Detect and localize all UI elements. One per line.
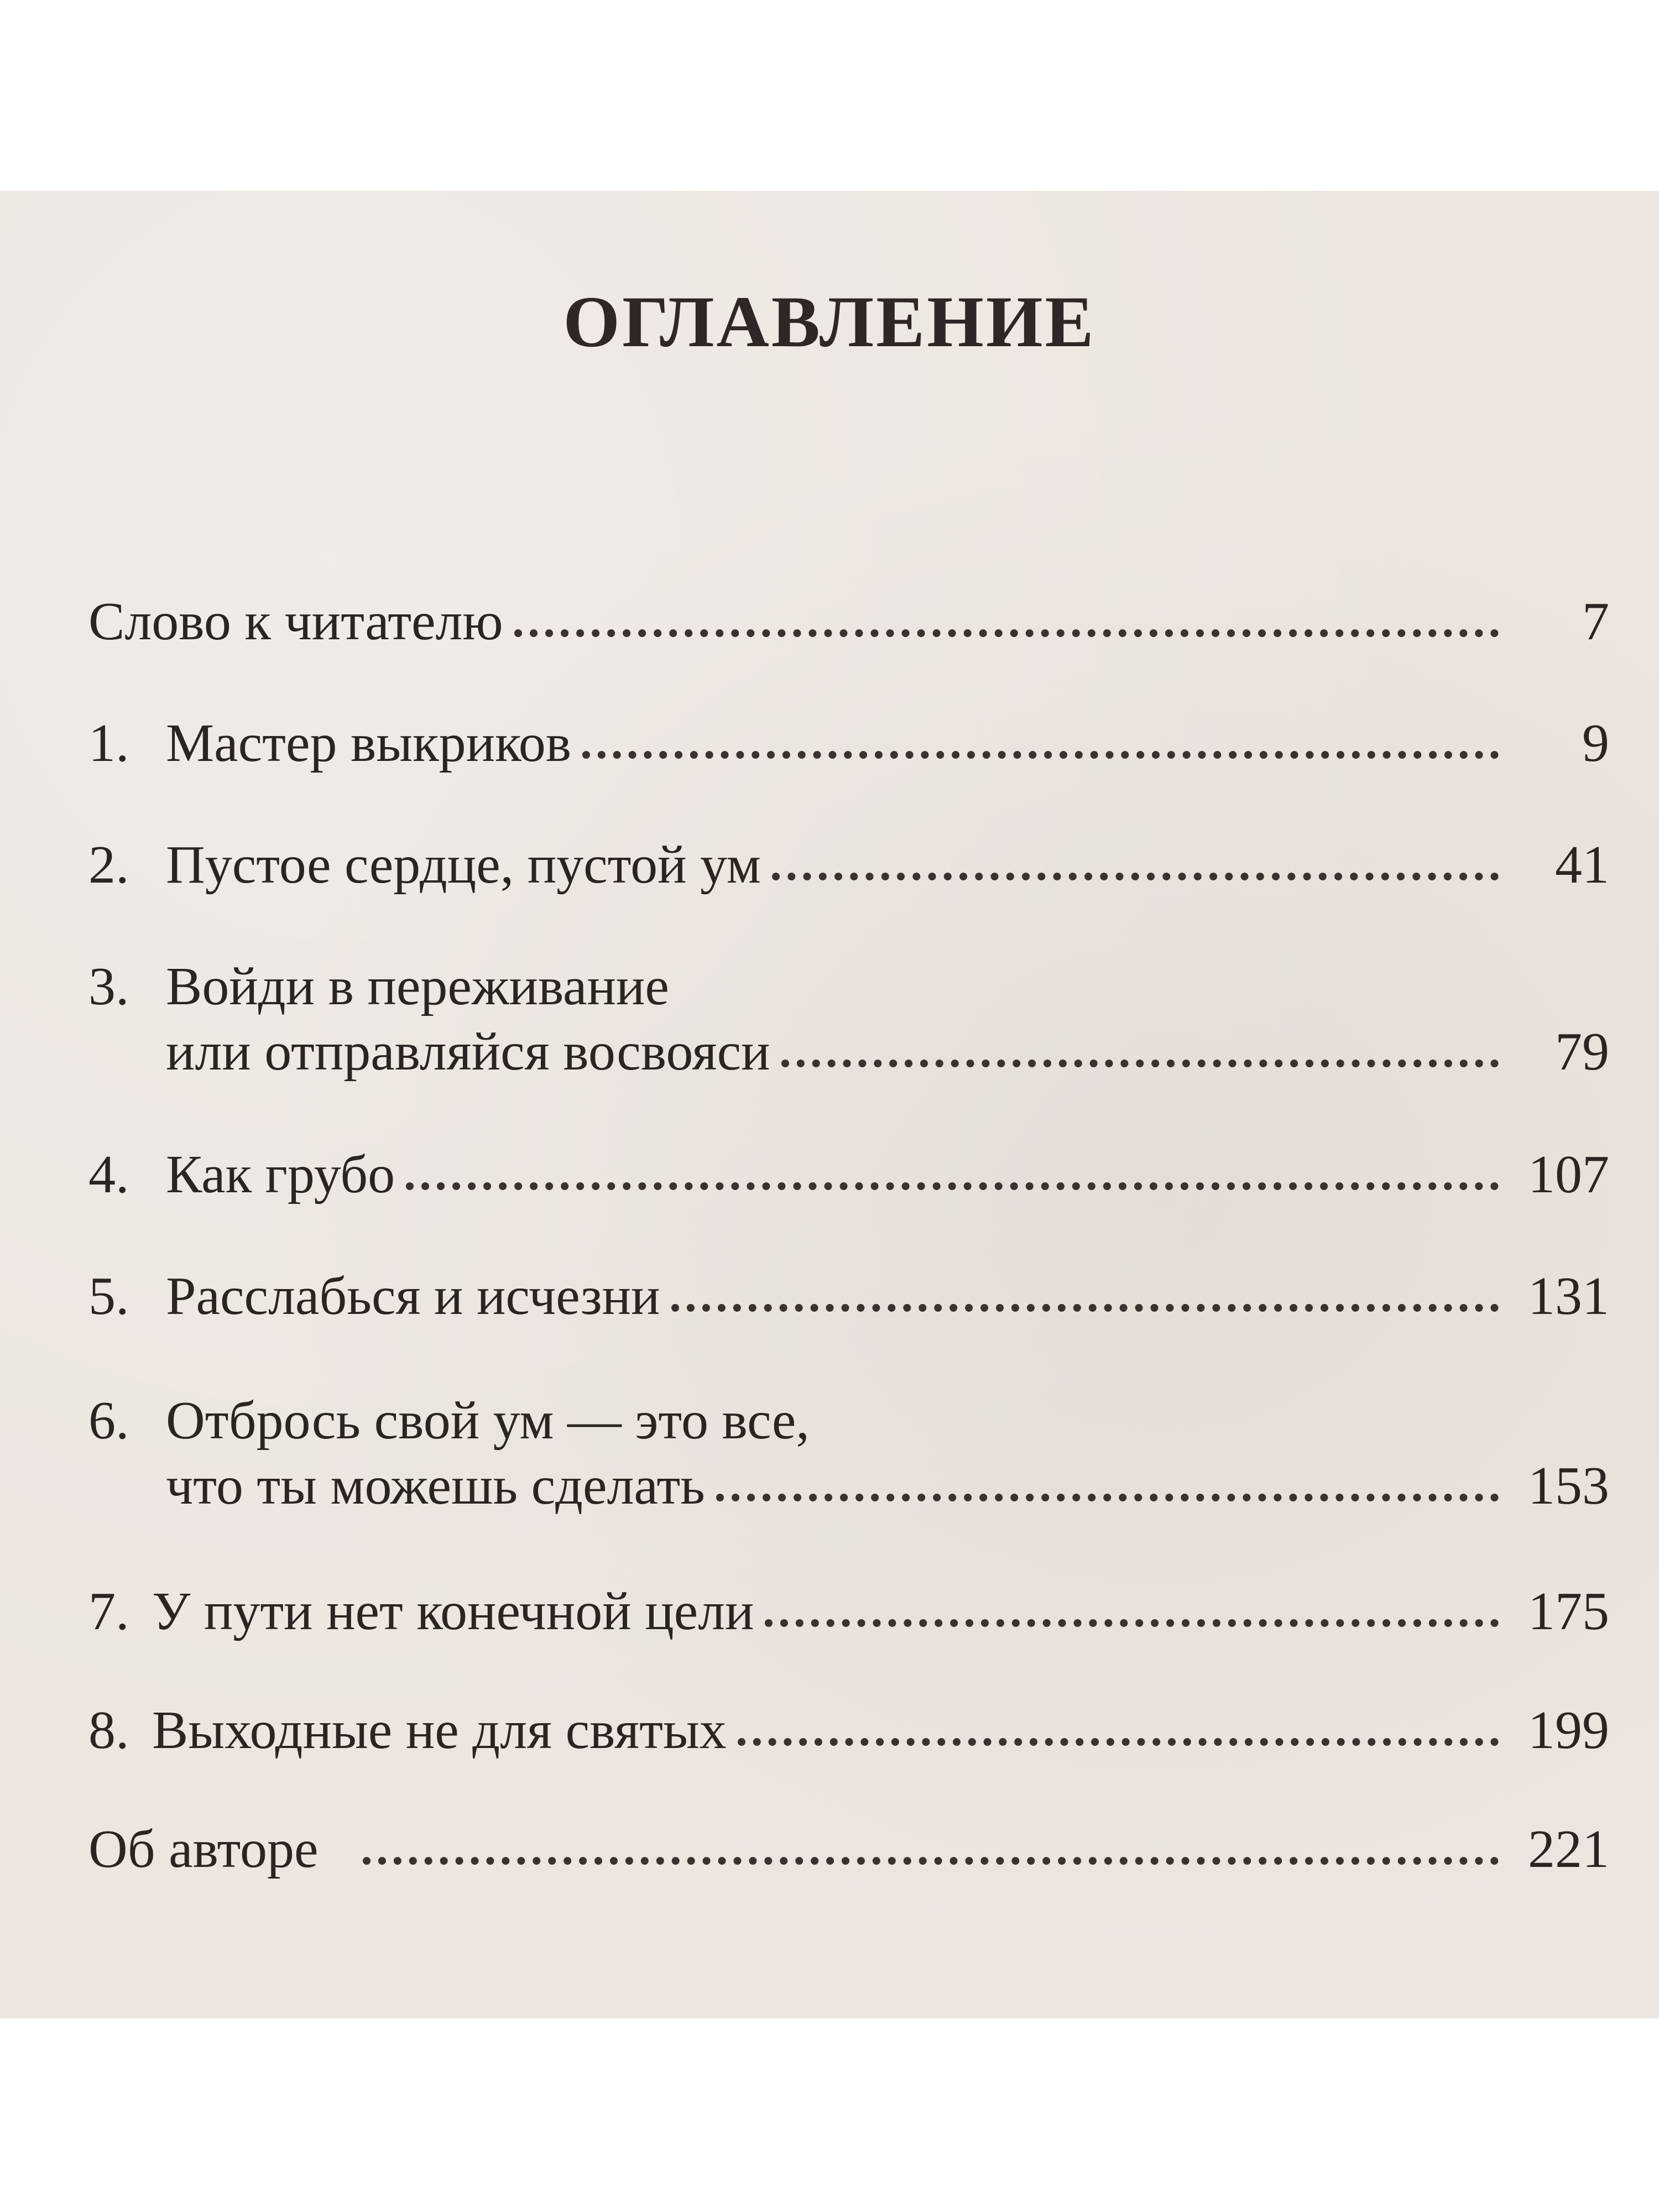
toc-entry-page: 79 bbox=[1555, 1022, 1609, 1082]
toc-entry-number: 2. bbox=[88, 835, 129, 895]
toc-entry-title: Выходные не для святых bbox=[152, 1700, 727, 1760]
toc-entry bbox=[88, 1698, 1609, 1763]
dot-leader bbox=[738, 1738, 1499, 1746]
toc-entry-title-line1: Войди в переживание bbox=[166, 957, 669, 1016]
toc-entry bbox=[88, 1817, 1609, 1882]
toc-entry-title-line1: Отбрось свой ум — это все, bbox=[166, 1391, 810, 1451]
toc-entry bbox=[88, 1388, 1609, 1519]
dot-leader bbox=[406, 1182, 1499, 1190]
toc-entry bbox=[88, 1142, 1609, 1207]
toc-entry-page: 41 bbox=[1555, 835, 1609, 895]
toc-entry bbox=[88, 954, 1609, 1084]
dot-leader bbox=[514, 629, 1499, 637]
toc-entry-number: 3. bbox=[88, 957, 129, 1016]
dot-leader bbox=[765, 1619, 1499, 1627]
toc-entry-page: 7 bbox=[1582, 592, 1609, 651]
toc-entry-title: Расслабься и исчезни bbox=[166, 1266, 660, 1326]
table-of-contents bbox=[0, 191, 1659, 2018]
toc-entry bbox=[88, 711, 1609, 776]
toc-entry bbox=[88, 589, 1609, 654]
toc-entry-number: 4. bbox=[88, 1145, 129, 1204]
dot-leader bbox=[716, 1494, 1499, 1501]
toc-entry-title: Как грубо bbox=[166, 1145, 395, 1204]
toc-entry-page: 153 bbox=[1528, 1456, 1609, 1516]
toc-entry-title: У пути нет конечной цели bbox=[152, 1582, 754, 1641]
dot-leader bbox=[781, 1060, 1499, 1067]
toc-entry-number: 1. bbox=[88, 713, 129, 773]
toc-entry-page: 131 bbox=[1528, 1266, 1609, 1326]
toc-entry-page: 9 bbox=[1582, 713, 1609, 773]
toc-entry-title: Об авторе bbox=[88, 1819, 319, 1879]
toc-entry-title: или отправляйся восвояси bbox=[166, 1022, 770, 1082]
toc-entry-title: Мастер выкриков bbox=[166, 713, 572, 773]
dot-leader bbox=[671, 1304, 1499, 1312]
dot-leader bbox=[772, 873, 1499, 880]
toc-entry-number: 6. bbox=[88, 1391, 129, 1451]
toc-entry-page: 221 bbox=[1528, 1819, 1609, 1879]
toc-entry bbox=[88, 1264, 1609, 1329]
dot-leader bbox=[363, 1857, 1499, 1865]
toc-entry-page: 199 bbox=[1528, 1700, 1609, 1760]
toc-entry-title: что ты можешь сделать bbox=[166, 1456, 705, 1516]
toc-entry-title: Пустое сердце, пустой ум bbox=[166, 835, 761, 895]
toc-entry-number: 8. bbox=[88, 1700, 129, 1760]
toc-entry bbox=[88, 1579, 1609, 1644]
toc-entry bbox=[88, 832, 1609, 898]
book-page bbox=[0, 191, 1659, 2018]
page-title: ОГЛАВЛЕНИЕ bbox=[563, 281, 1096, 362]
toc-entry-page: 107 bbox=[1528, 1145, 1609, 1204]
toc-entry-title: Слово к читателю bbox=[88, 592, 503, 651]
toc-entry-number: 5. bbox=[88, 1266, 129, 1326]
toc-entry-page: 175 bbox=[1528, 1582, 1609, 1641]
toc-entry-number: 7. bbox=[88, 1582, 129, 1641]
dot-leader bbox=[582, 751, 1499, 759]
